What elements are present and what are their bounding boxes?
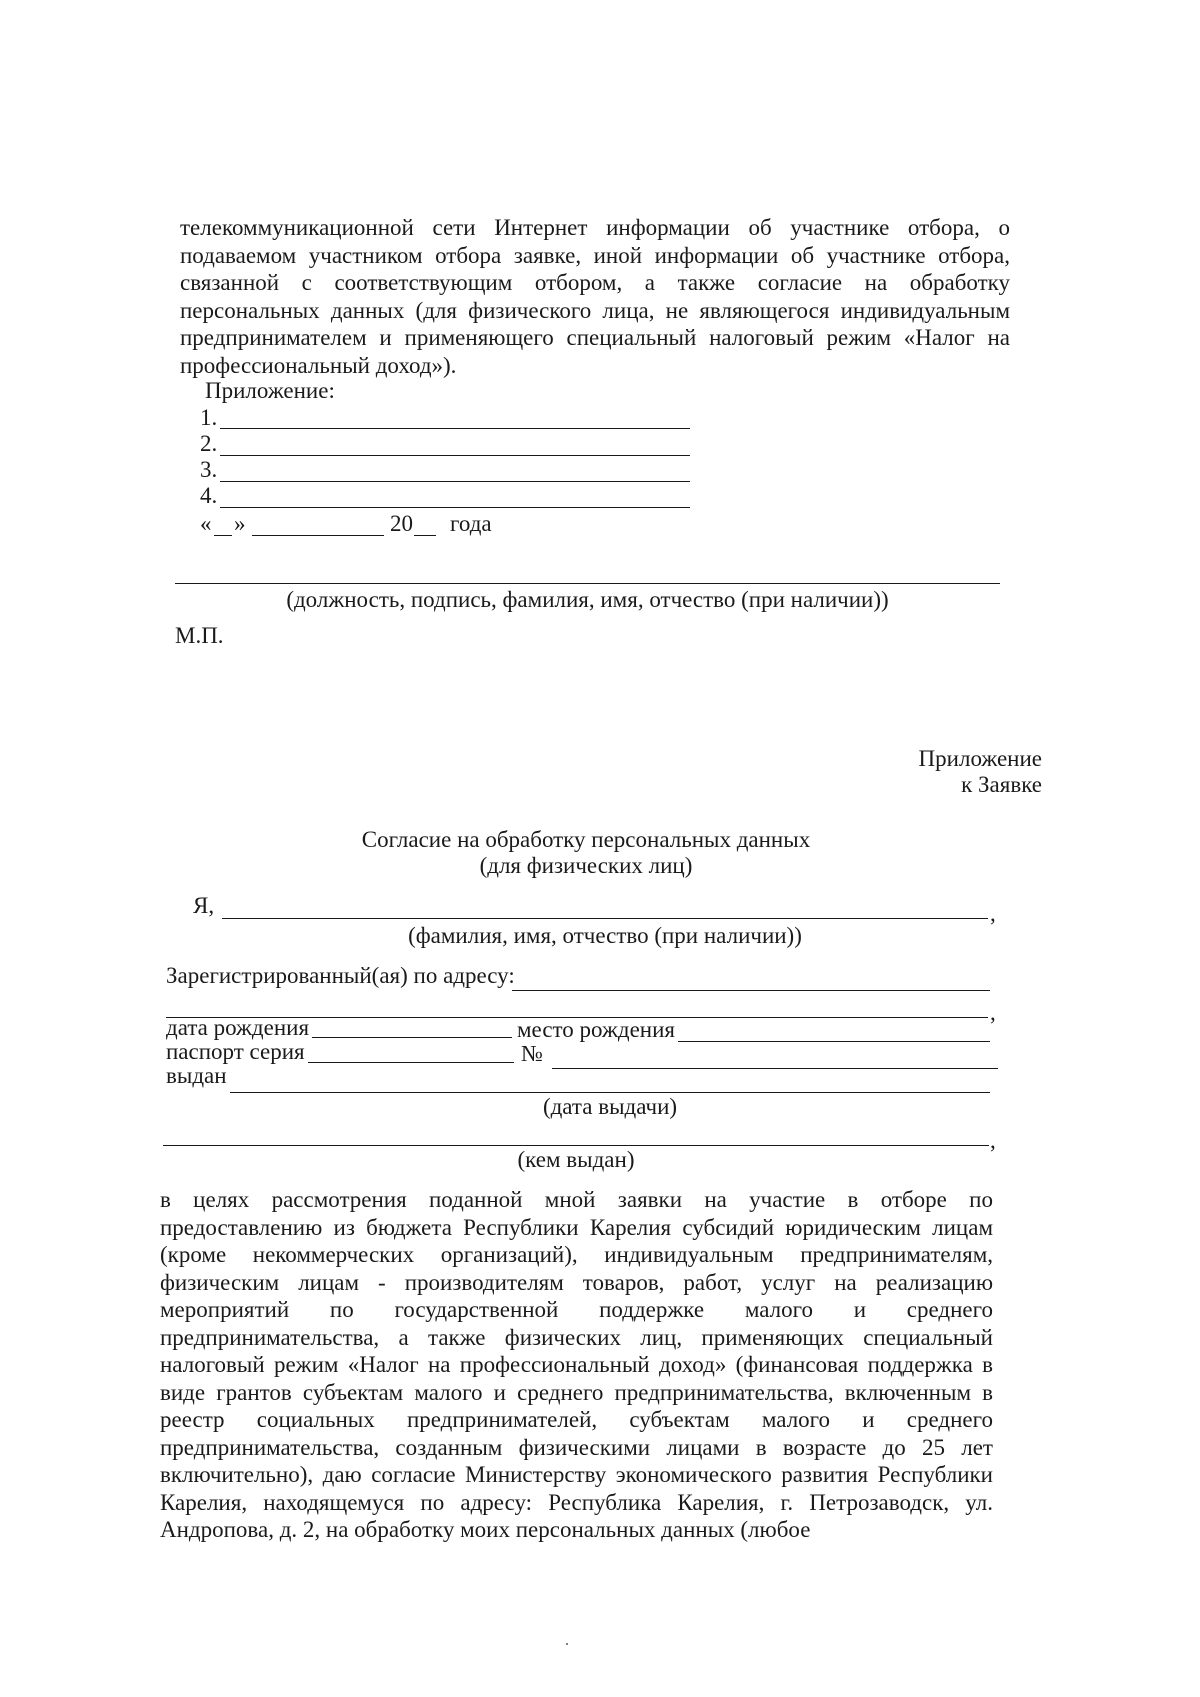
consent-paragraph: в целях рассмотрения поданной мной заявки на участие в отборе по предоставлению из бюджета Республики Карелия субсидий юридическим лицам (кроме некоммерческих организаций), индивидуальным предпринимателям, физическим лицам - производителям товаров, работ, услуг на реализацию мероприятий по государственной поддержке малого и среднего предпринимательства, а также физических лиц, применяющих специальный налоговый режим «Налог на профессиональный доход» (финансовая поддержка в виде грантов субъектам малого и среднего предпринимательства, включенным в реестр социальных предпринимателей, субъектам малого и среднего предпринимательства, созданным физическими лицами в возрасте до 25 лет включительно), даю согласие Министерству экономического развития Республики Карелия, находящемуся по адресу: Республика Карелия, г. Петрозаводск, ул. Андропова, д. 2, на обработку моих персональных данных (любое xyxy=(160,1187,993,1542)
birth-date-field[interactable] xyxy=(312,1037,512,1038)
attachment-line-4[interactable] xyxy=(220,507,690,508)
comma-name: , xyxy=(990,901,996,926)
address-field-line1[interactable] xyxy=(512,990,990,991)
date-year-prefix: 20 xyxy=(390,511,413,536)
date-year-blank[interactable] xyxy=(414,535,436,536)
birth-place-label: место рождения xyxy=(517,1017,675,1042)
full-name-field[interactable] xyxy=(222,918,988,919)
comma-issued-by: , xyxy=(990,1128,996,1153)
date-month-blank[interactable] xyxy=(252,535,384,536)
consent-title: Согласие на обработку персональных данных xyxy=(361,827,811,852)
attachment-item-1: 1. xyxy=(200,405,218,430)
passport-series-field[interactable] xyxy=(308,1062,514,1063)
signature-caption: (должность, подпись, фамилия, имя, отчество (при наличии)) xyxy=(286,587,889,612)
date-day-blank[interactable] xyxy=(214,535,232,536)
passport-series-label: паспорт серия xyxy=(166,1039,305,1064)
appendix-header-line2: к Заявке xyxy=(961,772,1042,797)
passport-number-label: № xyxy=(521,1041,543,1066)
intro-paragraph: телекоммуникационной сети Интернет информации об участнике отбора, о подаваемом участником отбора заявке, иной информации об участнике отбора, связанной с соответствующим отбором, а также согласие на обработку персональных данных (для физического лица, не являющегося индивидуальным предпринимателем и применяющего специальный налоговый режим «Налог на профессиональный доход»). xyxy=(180,215,1010,378)
i-label: Я, xyxy=(193,893,215,918)
attachment-item-3: 3. xyxy=(200,457,218,482)
birth-place-field[interactable] xyxy=(678,1041,990,1042)
attachments-heading: Приложение: xyxy=(205,378,335,403)
attachment-item-2: 2. xyxy=(200,431,218,456)
attachment-line-1[interactable] xyxy=(220,428,690,429)
signature-line[interactable] xyxy=(175,583,1000,584)
attachment-line-3[interactable] xyxy=(220,481,690,482)
passport-number-field[interactable] xyxy=(552,1068,998,1069)
issue-date-caption: (дата выдачи) xyxy=(542,1094,678,1119)
issued-label: выдан xyxy=(166,1063,227,1088)
birth-date-label: дата рождения xyxy=(166,1015,310,1040)
consent-subtitle: (для физических лиц) xyxy=(479,853,693,878)
attachment-line-2[interactable] xyxy=(220,455,690,456)
issued-by-caption: (кем выдан) xyxy=(517,1147,635,1172)
appendix-header-line1: Приложение xyxy=(918,746,1042,771)
full-name-caption: (фамилия, имя, отчество (при наличии)) xyxy=(408,923,802,948)
stamp-label: М.П. xyxy=(175,623,224,648)
address-label: Зарегистрированный(ая) по адресу: xyxy=(166,963,515,988)
comma-address: , xyxy=(990,1000,996,1025)
scan-speck xyxy=(566,1643,568,1645)
date-close-quote: » xyxy=(234,511,246,536)
date-year-suffix: года xyxy=(450,511,492,536)
date-open-quote: « xyxy=(200,511,212,536)
attachment-item-4: 4. xyxy=(200,483,218,508)
